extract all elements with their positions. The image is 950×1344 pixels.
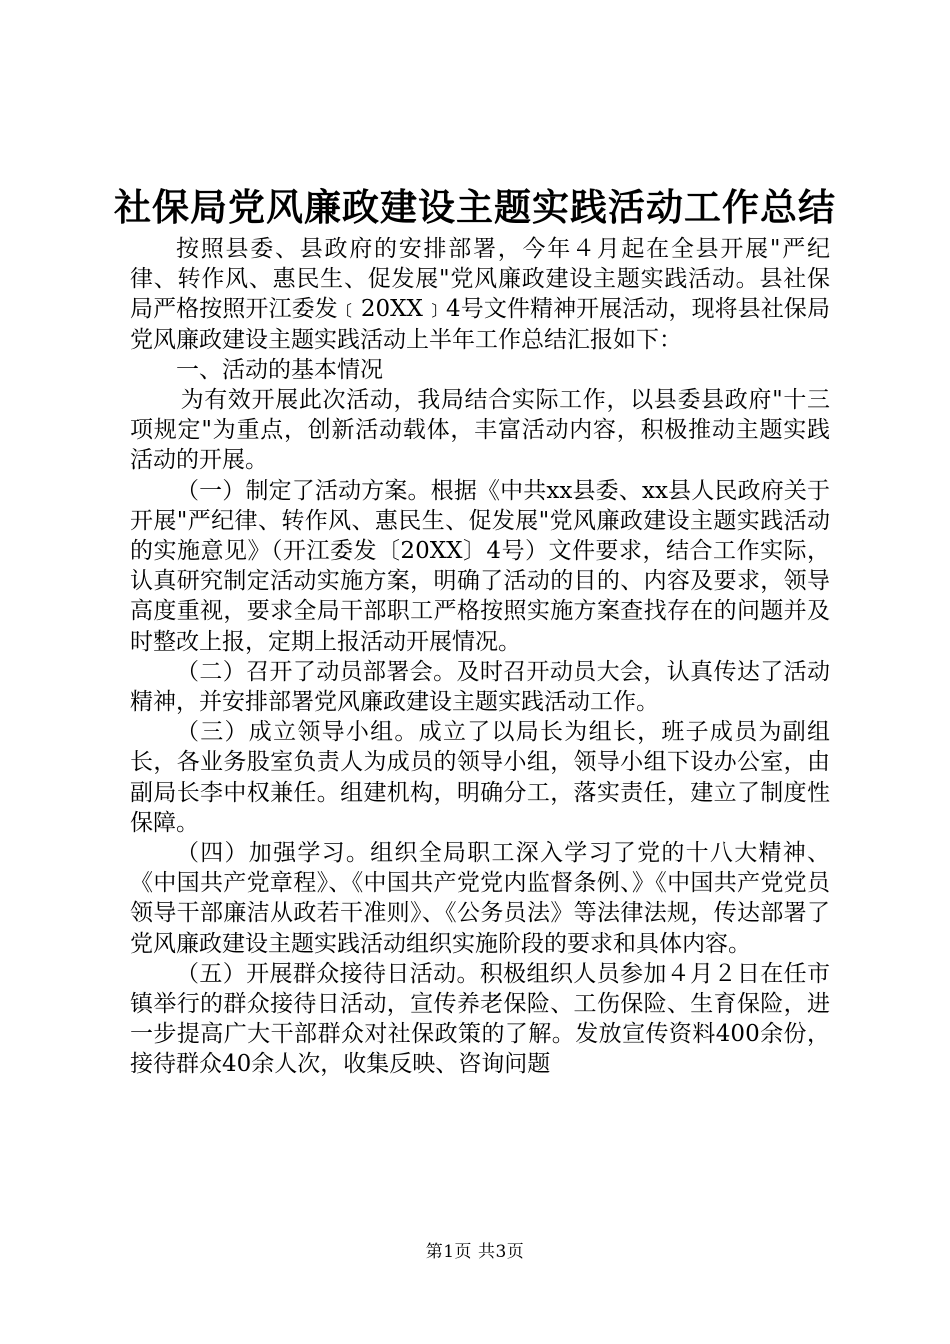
paragraph-item-5: （五）开展群众接待日活动。积极组织人员参加４月２日在任市镇举行的群众接待日活动，宣传养老保险、工伤保险、生育保险，进一步提高广大干部群众对社保政策的了解。发放宣传资料400余份，接待群众40余人次，收集反映、咨询问题 — [130, 960, 830, 1078]
document-body — [130, 234, 830, 1080]
paragraph-item-4: （四）加强学习。组织全局职工深入学习了党的十八大精神、《中国共产党章程》、《中国共产党党内监督条例、》《中国共产党党员领导干部廉洁从政若干准则》、《公务员法》等法律法规，传达部署了党风廉政建设主题实践活动组织实施阶段的要求和具体内容。 — [130, 840, 830, 957]
paragraph-item-2: （二）召开了动员部署会。及时召开动员大会，认真传达了活动精神，并安排部署党风廉政建设主题实践活动工作。 — [130, 658, 830, 716]
page-number-footer: 第1页 共3页 — [425, 1242, 525, 1262]
section-heading: 一、活动的基本情况 — [176, 356, 383, 383]
document-title: 社保局党风廉政建设主题实践活动工作总结 — [114, 185, 836, 229]
paragraph-overview: 为有效开展此次活动，我局结合实际工作，以县委县政府"十三项规定"为重点，创新活动载体，丰富活动内容，积极推动主题实践活动的开展。 — [130, 387, 830, 474]
paragraph-item-3: （三）成立领导小组。成立了以局长为组长，班子成员为副组长，各业务股室负责人为成员的领导小组，领导小组下设办公室，由副局长李中权兼任。组建机构，明确分工，落实责任，建立了制度性保障。 — [130, 719, 830, 836]
paragraph-intro: 按照县委、县政府的安排部署，今年４月起在全县开展"严纪律、转作风、惠民生、促发展"党风廉政建设主题实践活动。县社保局严格按照开江委发﹝20XX﹞4号文件精神开展活动，现将县社保局党风廉政建设主题实践活动上半年工作总结汇报如下： — [130, 236, 830, 353]
paragraph-item-1: （一）制定了活动方案。根据《中共xx县委、xx县人民政府关于开展"严纪律、转作风、惠民生、促发展"党风廉政建设主题实践活动的实施意见》（开江委发〔20XX〕4号）文件要求，结合工作实际，认真研究制定活动实施方案，明确了活动的目的、内容及要求，领导高度重视，要求全局干部职工严格按照实施方案查找存在的问题并及时整改上报，定期上报活动开展情况。 — [130, 477, 830, 655]
